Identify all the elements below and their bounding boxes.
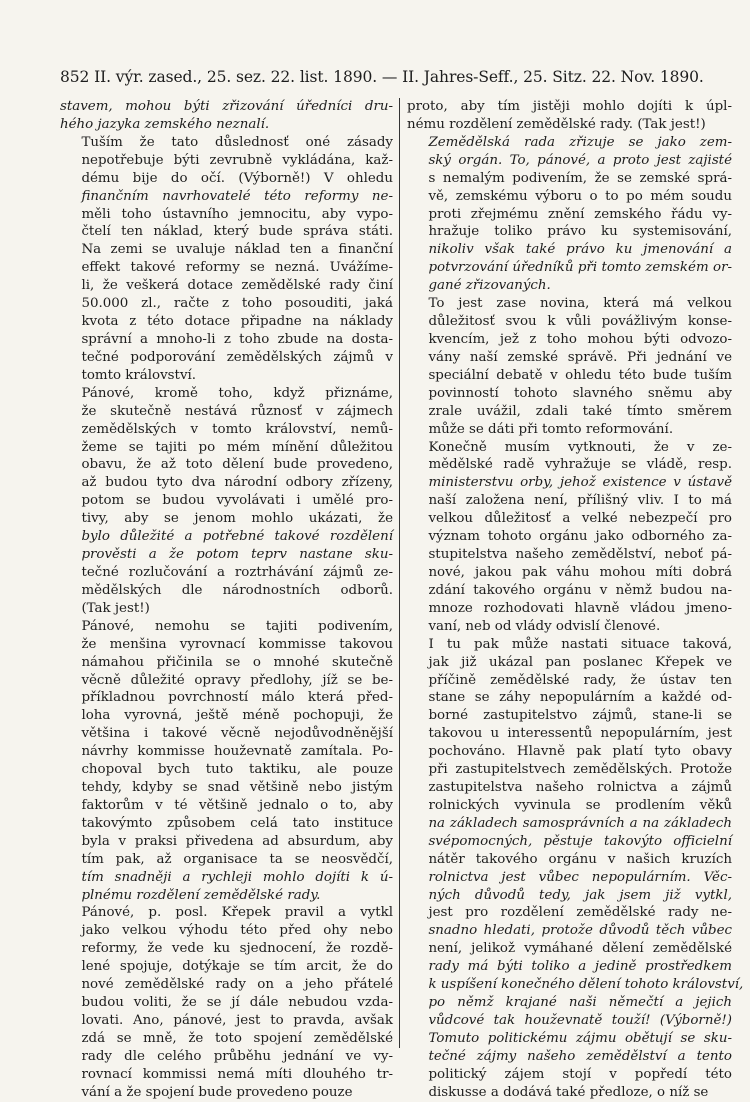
paragraph [407, 134, 732, 295]
text-line: obavu, že až toto dělení bude provedeno, [81, 457, 393, 473]
text-line: snadno hledati, protože důvodů těch vůbec [428, 923, 732, 939]
text-line: li, že veškerá dotace zemědělské rady činí [81, 278, 393, 294]
paragraph [407, 98, 732, 134]
text-line: vaní, neb od vlády odvislí členové. [428, 618, 661, 634]
text-line: zastupitelstva našeho rolnictva a zájmů [428, 780, 732, 796]
text-line: stavem, mohou býti zřizování úředníci dru- [60, 99, 393, 114]
text-line: Tuším že tato důslednosť oné zásady [81, 134, 393, 150]
text-line: jest pro rozdělení zemědělské rady ne- [428, 905, 732, 921]
paragraph [407, 439, 732, 636]
paragraph [60, 385, 393, 618]
text-line: k uspíšení konečného dělení tohoto království, [428, 977, 744, 993]
text-line: zdá se mně, že toto spojení zemědělské [81, 1030, 393, 1046]
text-line: byla v praksi přivedena ad absurdum, aby [81, 833, 393, 849]
paragraph [60, 134, 393, 385]
paragraph [60, 618, 393, 905]
text-line: hražuje toliko právo ku systemisování, [428, 224, 732, 240]
text-line: tečné rozlučování a roztrhávání zájmů ze- [81, 564, 393, 580]
text-line: lené spojuje, dotýkaje se tím arcit, že do [81, 959, 393, 975]
text-line: při zastupitelstvech zemědělských. Protože [428, 762, 732, 778]
text-line: budou voliti, že se jí dále nebudou vzda- [81, 995, 393, 1011]
text-line: Pánové, p. posl. Křepek pravil a vytkl [81, 905, 393, 921]
text-line: vě, zemskému výboru o to po mém soudu [428, 188, 732, 204]
text-line: že menšina vyrovnací kommisse takovou [81, 636, 393, 652]
text-line: příčině zemědělské rady, že ústav ten [428, 672, 732, 688]
text-line: zrale uvážil, zdali také tímto směrem [428, 403, 732, 419]
text-line: tečné podporování zemědělských zájmů v [81, 349, 393, 365]
page-header: 852 II. výr. zased., 25. sez. 22. list. 1890. — II. Jahres-Seff., 25. Sitz. 22. Nov. 1890. [60, 68, 704, 86]
text-line: ský orgán. To, pánové, a proto jest zajisté [428, 152, 732, 168]
text-line: rady má býti toliko a jedině prostředkem [428, 959, 732, 975]
text-line: loha vyrovná, ještě méně pochopuji, že [81, 708, 393, 724]
text-line: není, jelikož vymáhané dělení zemědělské [428, 941, 732, 957]
text-line: věcně důležité opravy předlohy, jíž se be- [81, 672, 393, 688]
text-line: chopoval bych tuto taktiku, ale pouze [81, 762, 393, 778]
text-line: nátěr takového orgánu v našich kruzích [428, 851, 732, 867]
text-line: s nemalým podivením, že se zemské sprá- [428, 170, 732, 186]
text-line: Pánové, nemohu se tajiti podivením, [81, 618, 393, 634]
text-line: důležitosť svou k vůli povážlivým konse- [428, 314, 732, 330]
paragraph [60, 98, 393, 134]
text-line: mědělské radě vyhražuje se vládě, resp. [428, 457, 732, 473]
text-line: jak již ukázal pan poslanec Křepek ve [428, 654, 732, 670]
text-line: tečné zájmy našeho zemědělství a tento [428, 1048, 732, 1064]
text-line: měli toho ústavního jemnocitu, aby vypo- [81, 206, 393, 222]
text-line: Tomuto politickému zájmu obětují se sku- [428, 1030, 732, 1046]
text-line: mnoze rozhodovati hlavně vládou jmeno- [428, 600, 732, 616]
text-line: tím pak, až organisace ta se neosvědčí, [81, 851, 393, 867]
text-line: effekt takové reformy se nezná. Uvážíme- [81, 260, 393, 276]
text-line: potom se budou vyvolávati i umělé pro- [81, 493, 393, 509]
text-line: jako velkou výhodu této před ohy nebo [81, 923, 393, 939]
text-line: až budou tyto dva národní odbory zřízeny, [81, 475, 393, 491]
text-line: Zemědělská rada zřizuje se jako zem- [428, 134, 732, 150]
text-line: žeme se tajiti po mém mínění důležitou [81, 439, 393, 455]
text-line: gané zřizovaných. [428, 278, 551, 294]
text-line: speciální debatě v ohledu této bude tuším [428, 367, 732, 383]
text-line: může se dáti při tomto reformování. [428, 421, 674, 437]
text-line: význam tohoto orgánu jako odborného za- [428, 529, 732, 545]
text-line: námahou přičinila se o mnohé skutečně [81, 654, 393, 670]
text-line: vůdcové tak houževnatě touží! (Výborně!) [428, 1013, 732, 1029]
paragraph [407, 636, 744, 1102]
text-line: nému rozdělení zemědělské rady. (Tak jest!) [407, 116, 706, 132]
text-line: ministerstvu orby, jehož existence v ústavě [428, 475, 732, 491]
text-line: zemědělských v tomto království, nemů- [81, 421, 393, 437]
text-line: takovýmto způsobem celá tato instituce [81, 815, 393, 831]
text-line: návrhy kommisse houževnatě zamítala. Po- [81, 744, 393, 760]
text-line: bylo důležité a potřebné takové rozdělení [81, 529, 393, 545]
text-line: příkladnou povrchností málo která před- [81, 690, 393, 706]
text-line: tím snadněji a rychleji mohlo dojíti k ú- [81, 869, 393, 885]
text-line: potvrzování úředníků při tomto zemském or- [428, 260, 732, 276]
text-line: nové, jakou pak váhu mohou míti dobrá [428, 564, 732, 580]
text-line: faktorům v té většině jednalo o to, aby [81, 797, 393, 813]
text-line: nikoliv však také právo ku jmenování a [428, 242, 732, 258]
text-line: politický zájem stojí v popředí této [428, 1066, 732, 1082]
left-column [60, 98, 399, 1100]
text-line: reformy, že vede ku sjednocení, že rozdě- [81, 941, 393, 957]
text-line: rovnací kommissi nemá míti dlouhého tr- [81, 1066, 393, 1082]
text-line: zdání takového orgánu v němž budou na- [428, 582, 732, 598]
text-line: tomto království. [81, 367, 197, 383]
text-line: naší založena není, přílišný vliv. I to má [428, 493, 732, 509]
paragraph [60, 904, 393, 1101]
text-line: pochováno. Hlavně pak platí tyto obavy [428, 744, 732, 760]
text-line: povinností tohoto slavného sněmu aby [428, 385, 732, 401]
right-column [399, 98, 744, 1100]
text-line: diskusse a dodává také předloze, o níž se [428, 1084, 709, 1100]
text-line: nové zemědělské rady on a jeho přátelé [81, 977, 393, 993]
text-line: svépomocných, pěstuje takovýto officielní [428, 833, 732, 849]
text-line: Pánové, kromě toho, když přiznáme, [81, 385, 393, 401]
text-line: Konečně musím vytknouti, že v ze- [428, 439, 732, 455]
text-line: plnému rozdělení zemědělské rady. [81, 887, 321, 903]
text-line: že skutečně nestává různosť v zájmech [81, 403, 393, 419]
text-line: hého jazyka zemského neznalí. [60, 116, 270, 132]
text-line: prověsti a že potom teprv nastane sku- [81, 547, 393, 563]
text-line: (Tak jest!) [81, 600, 150, 616]
text-line: ných důvodů tedy, jak jsem již vytkl, [428, 887, 732, 903]
text-line: velkou důležitosť a velké nebezpečí pro [428, 511, 732, 527]
text-line: dému bije do očí. (Výborně!) V ohledu [81, 170, 393, 186]
text-line: rolnictva jest vůbec nepopulárním. Věc- [428, 869, 732, 885]
text-line: borné zastupitelstvo zájmů, stane-li se [428, 708, 732, 724]
text-line: stupitelstva našeho zemědělství, neboť pá- [428, 547, 732, 563]
text-line: lovati. Ano, pánové, jest to pravda, avšak [81, 1013, 393, 1029]
text-line: vání a že spojení bude provedeno pouze [81, 1084, 353, 1100]
text-line: po němž krajané naši němečtí a jejich [428, 995, 732, 1011]
text-line: I tu pak může nastati situace taková, [428, 636, 732, 652]
text-line: nepotřebuje býti zevrubně vykládána, kaž- [81, 152, 393, 168]
text-line: rady dle celého průběhu jednání ve vy- [81, 1048, 393, 1064]
text-columns [60, 98, 744, 1100]
text-line: tivy, aby se jenom mohlo ukázati, že [81, 511, 393, 527]
text-line: rolnických vyvinula se prodlením věků [428, 797, 732, 813]
text-line: To jest zase novina, která má velkou [428, 296, 732, 312]
text-line: většina i takové věcně nejodůvodněnější [81, 726, 393, 742]
text-line: na základech samosprávních a na základech [428, 815, 732, 831]
text-line: proto, aby tím jistěji mohlo dojíti k úpl- [407, 99, 732, 114]
text-line: čtelí ten náklad, který bude správa státi. [81, 224, 393, 240]
text-line: 50.000 zl., račte z toho posouditi, jaká [81, 296, 393, 312]
text-line: finančním navrhovatelé této reformy ne- [81, 188, 393, 204]
text-line: správní a mnoho-li z toho zbude na dosta- [81, 331, 393, 347]
text-line: tehdy, kdyby se snad většině nebo jistým [81, 780, 393, 796]
text-line: vány naší zemské správě. Při jednání ve [428, 349, 732, 365]
text-line: takovou u interessentů nepopulárním, jest [428, 726, 732, 742]
paragraph [407, 295, 732, 438]
text-line: mědělských dle národnostních odborů. [81, 582, 393, 598]
text-line: Na zemi se uvaluje náklad ten a finanční [81, 242, 393, 258]
text-line: proti zřejmému znění zemského řádu vy- [428, 206, 732, 222]
text-line: stane se záhy nepopulárním a každé od- [428, 690, 732, 706]
text-line: kvencím, jež z toho mohou býti odvozo- [428, 331, 732, 347]
text-line: kvota z této dotace připadne na náklady [81, 314, 393, 330]
